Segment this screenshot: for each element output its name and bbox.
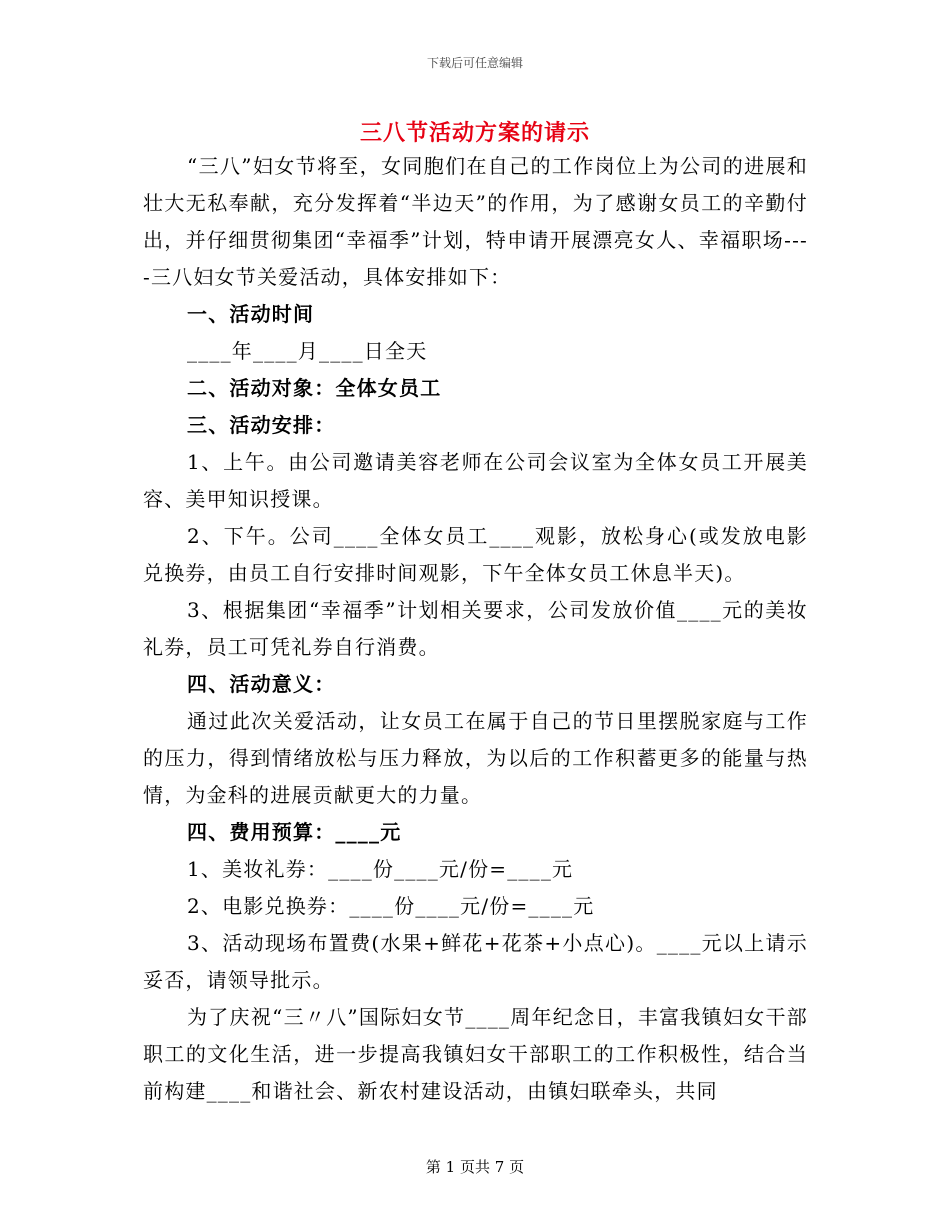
section-heading-target: 二、活动对象：全体女员工 bbox=[187, 376, 442, 400]
section-heading-arrangement: 三、活动安排： bbox=[187, 413, 336, 437]
budget-item-1: 1、美妆礼券：____份____元/份=____元 bbox=[187, 857, 574, 881]
meaning-paragraph: 通过此次关爱活动，让女员工在属于自己的节日里摆脱家庭与工作的压力，得到情绪放松与压力释放，为以后的工作积蓄更多的能量与热情，为金科的进展贡献更大的力量。 bbox=[143, 709, 808, 807]
budget-item-3: 3、活动现场布置费(水果+鲜花+花茶+小点心)。____元以上请示妥否，请领导批示。 bbox=[143, 931, 808, 992]
intro-paragraph: “三八”妇女节将至，女同胞们在自己的工作岗位上为公司的进展和壮大无私奉献，充分发挥着“半边天”的作用，为了感谢女员工的辛勤付出，并仔细贯彻集团“幸福季”计划，特申请开展漂亮女人、幸福职场----三八妇女节关爱活动，具体安排如下： bbox=[143, 154, 808, 289]
section-heading-time: 一、活动时间 bbox=[187, 302, 315, 326]
header-note: 下载后可任意编辑 bbox=[426, 56, 523, 70]
section-heading-meaning: 四、活动意义： bbox=[187, 672, 336, 696]
activity-date: ____年____月____日全天 bbox=[187, 339, 428, 363]
page-footer: 第 1 页共 7 页 bbox=[425, 1158, 525, 1176]
closing-paragraph: 为了庆祝“三〃八”国际妇女节____周年纪念日，丰富我镇妇女干部职工的文化生活，进一步提高我镇妇女干部职工的工作积极性，结合当前构建____和谐社会、新农村建设活动，由镇妇联牵头，共同 bbox=[143, 1005, 808, 1103]
arrangement-item-3: 3、根据集团“幸福季”计划相关要求，公司发放价值____元的美妆礼券，员工可凭礼券自行消费。 bbox=[143, 598, 808, 659]
document-body bbox=[143, 148, 808, 1110]
document-title: 三八节活动方案的请示 bbox=[359, 120, 590, 146]
budget-item-2: 2、电影兑换券：____份____元/份=____元 bbox=[187, 894, 595, 918]
section-heading-budget: 四、费用预算：____元 bbox=[187, 820, 402, 844]
arrangement-item-1: 1、上午。由公司邀请美容老师在公司会议室为全体女员工开展美容、美甲知识授课。 bbox=[143, 450, 808, 511]
arrangement-item-2: 2、下午。公司____全体女员工____观影，放松身心(或发放电影兑换券，由员工自行安排时间观影，下午全体女员工休息半天)。 bbox=[143, 524, 808, 585]
